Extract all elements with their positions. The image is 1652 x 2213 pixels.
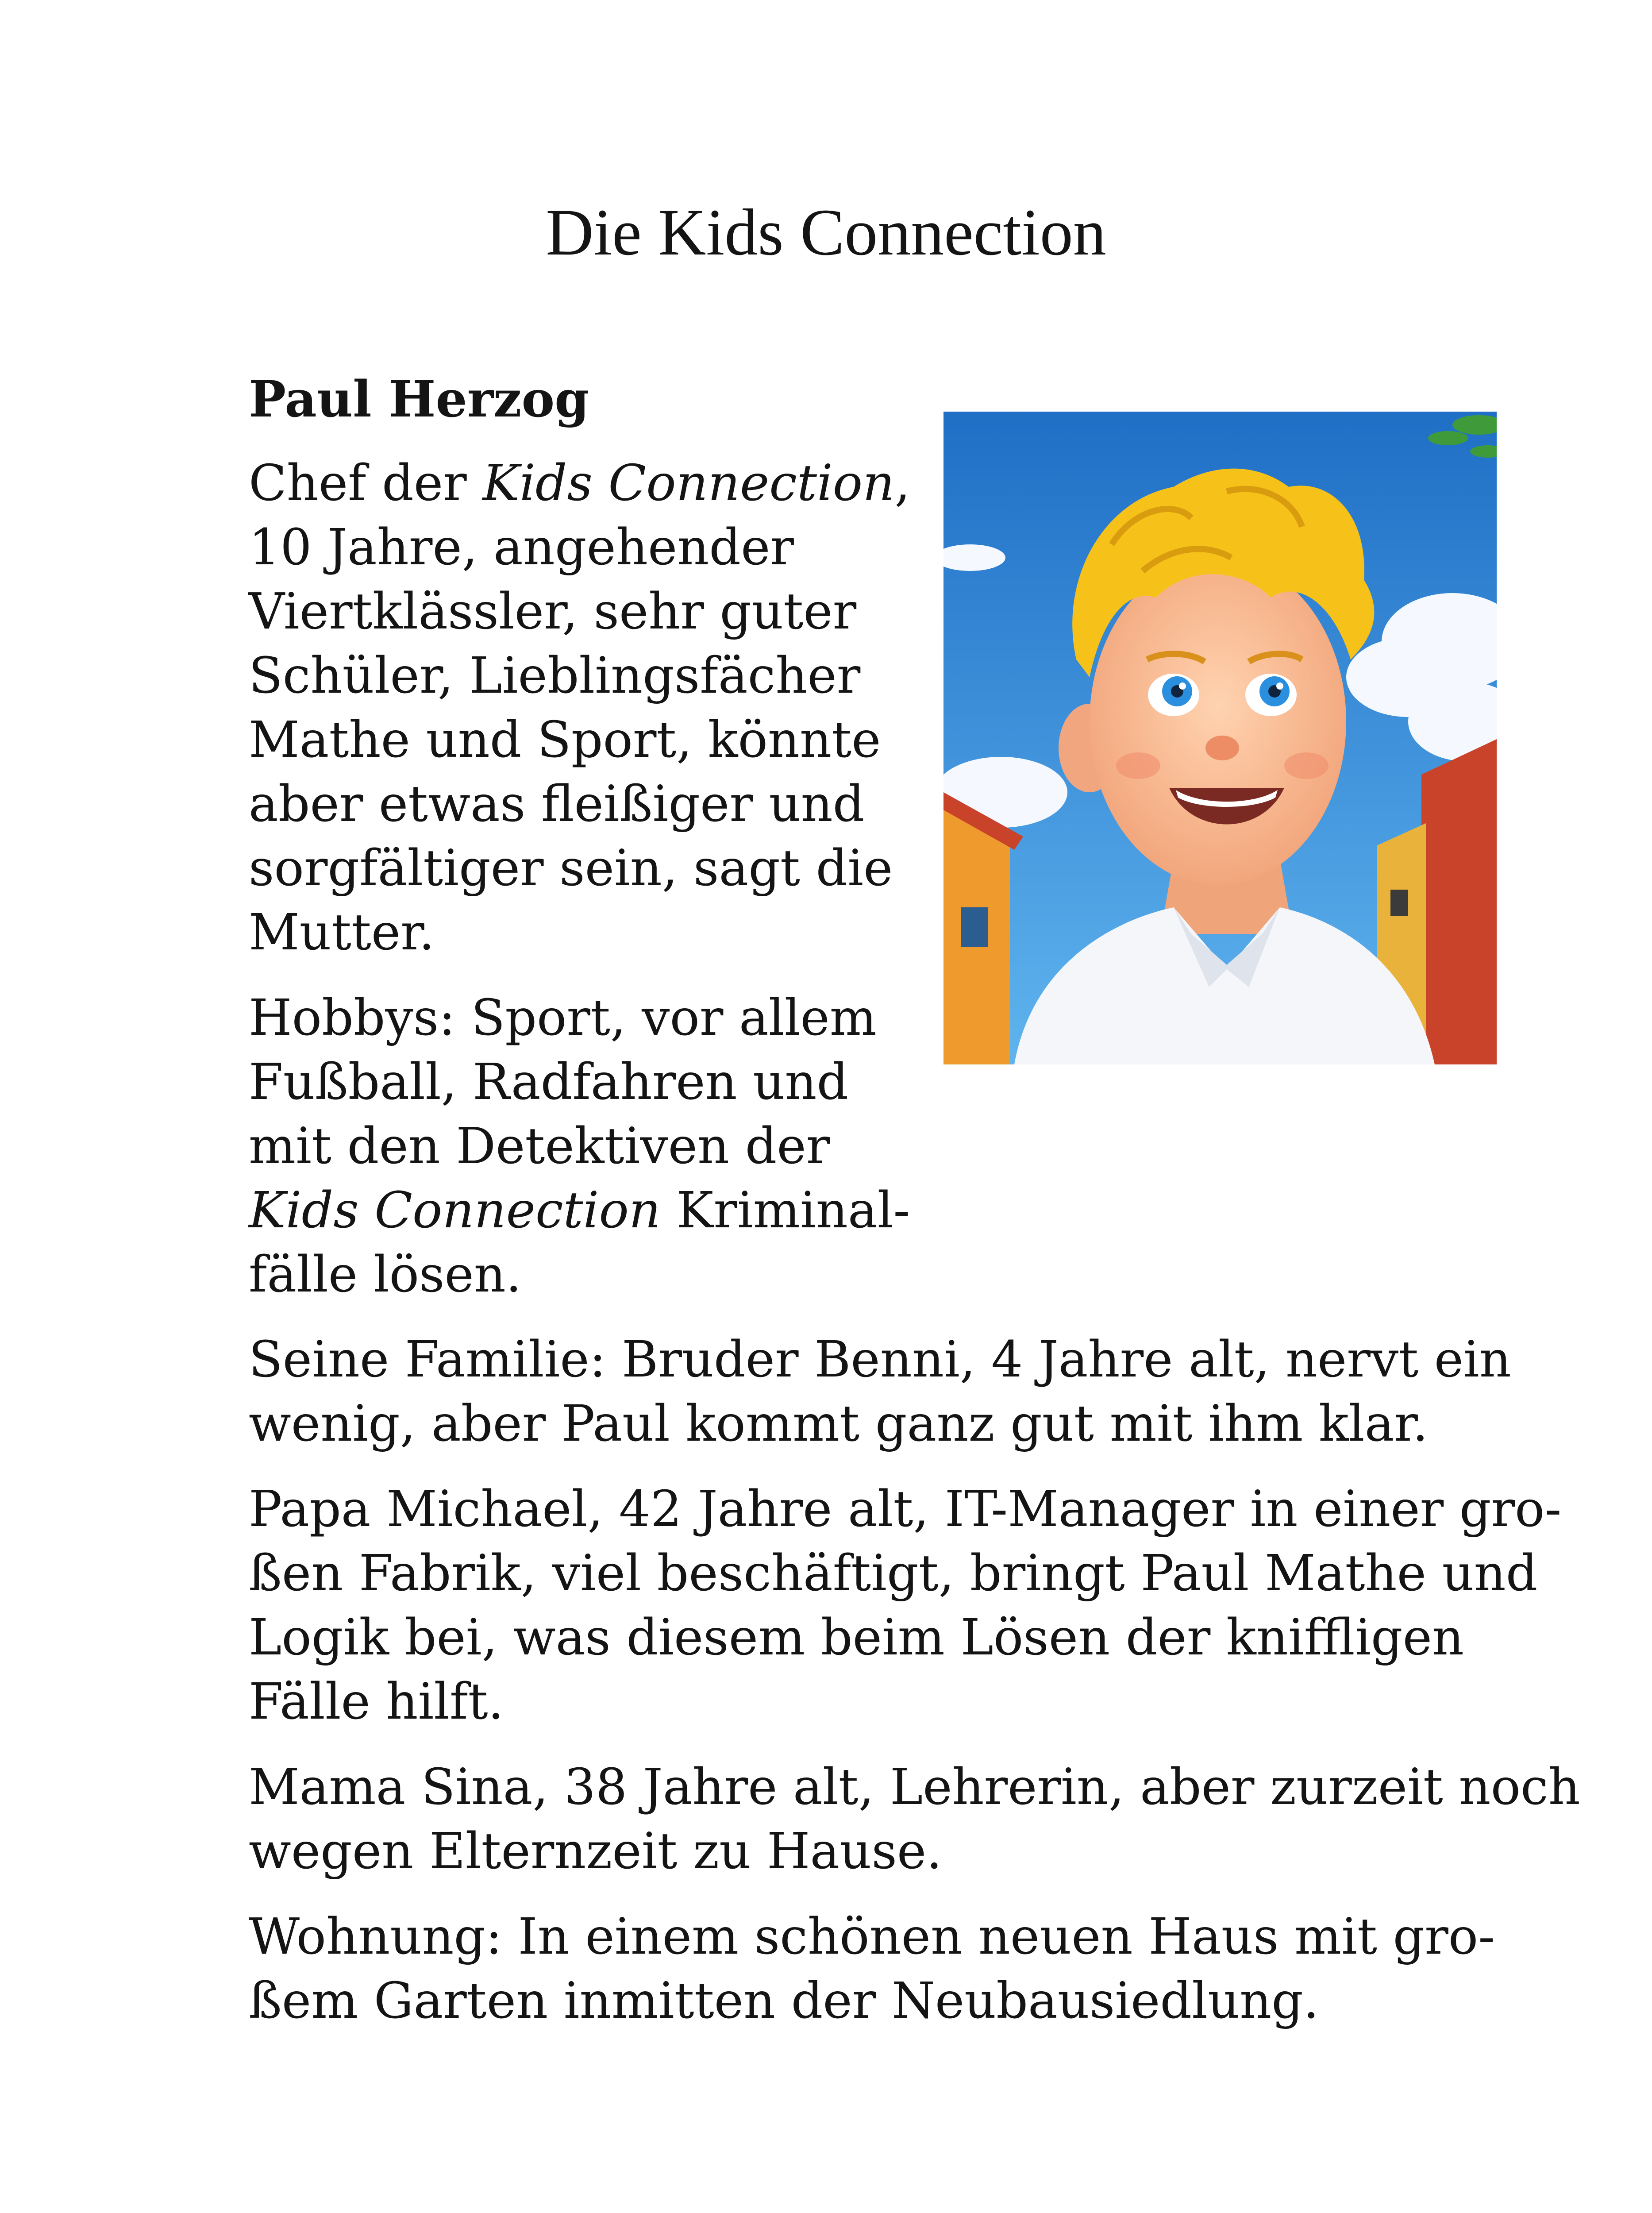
cheek-left <box>1116 752 1160 779</box>
character-name: Paul Herzog <box>249 370 589 428</box>
intro-line: Viertklässler, sehr guter <box>249 583 857 640</box>
hobbies-paragraph <box>249 986 910 1307</box>
intro-paragraph <box>249 451 910 965</box>
boy-portrait-illustration <box>943 412 1497 1064</box>
home-line: Wohnung: In einem schönen neuen Haus mit gro- <box>249 1908 1495 1966</box>
mother-paragraph <box>249 1755 1580 1884</box>
hobbies-line: mit den Detektiven der <box>249 1118 830 1175</box>
hobbies-line: Fußball, Radfahren und <box>249 1053 849 1111</box>
family-line: Seine Familie: Bruder Benni, 4 Jahre alt, nervt ein <box>249 1331 1511 1388</box>
home-line: ßem Garten inmitten der Neubausiedlung. <box>249 1972 1319 2030</box>
intro-line: 10 Jahre, angehender <box>249 519 794 576</box>
father-line: ßen Fabrik, viel beschäftigt, bringt Paul Mathe und <box>249 1545 1538 1602</box>
face <box>1090 558 1346 885</box>
intro-text: , <box>894 455 910 512</box>
cheek-right <box>1284 752 1329 779</box>
family-paragraph <box>249 1328 1511 1456</box>
side-column <box>249 451 910 1328</box>
father-paragraph <box>249 1477 1562 1734</box>
intro-line: Mutter. <box>249 904 435 961</box>
intro-line: sorgfältiger sein, sagt die <box>249 840 893 897</box>
main-column <box>249 1328 1580 2055</box>
hobbies-line <box>249 1179 910 1243</box>
father-line: Logik bei, was diesem beim Lösen der kniffligen <box>249 1609 1464 1666</box>
hobbies-line: Hobbys: Sport, vor allem <box>249 989 877 1047</box>
hobbies-text: Kriminal- <box>661 1182 910 1239</box>
intro-line: Schüler, Lieblingsfächer <box>249 647 861 705</box>
family-line: wenig, aber Paul kommt ganz gut mit ihm klar. <box>249 1395 1429 1453</box>
home-paragraph <box>249 1905 1495 2033</box>
nose <box>1205 736 1239 760</box>
team-name: Kids Connection <box>482 455 895 512</box>
hobbies-line: fälle lösen. <box>249 1246 522 1303</box>
intro-line <box>249 451 910 516</box>
father-line: Fälle hilft. <box>249 1673 504 1731</box>
mother-line: Mama Sina, 38 Jahre alt, Lehrerin, aber zurzeit noch <box>249 1758 1580 1816</box>
mother-line: wegen Elternzeit zu Hause. <box>249 1823 942 1880</box>
team-name: Kids Connection <box>249 1182 661 1239</box>
page-title: Die Kids Connection <box>546 196 1106 269</box>
intro-line: aber etwas fleißiger und <box>249 775 865 833</box>
father-line: Papa Michael, 42 Jahre alt, IT-Manager in einer gro- <box>249 1480 1562 1538</box>
intro-text: Chef der <box>249 455 483 512</box>
intro-line: Mathe und Sport, könnte <box>249 711 881 769</box>
